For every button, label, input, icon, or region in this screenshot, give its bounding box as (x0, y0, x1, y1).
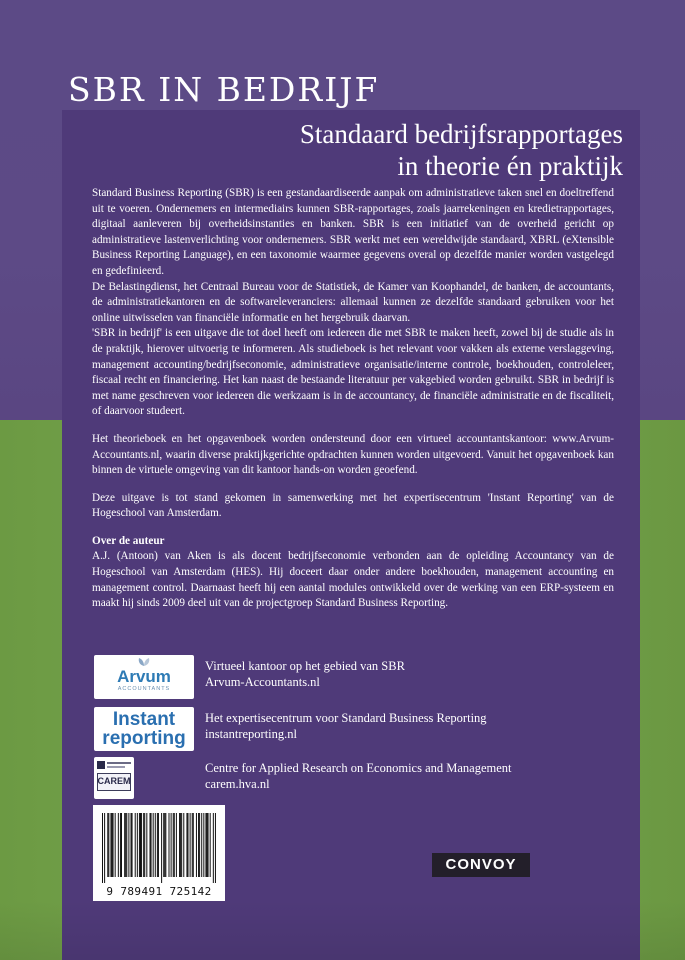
partner-arvum-url: Arvum-Accountants.nl (205, 675, 320, 689)
blurb-paragraph-5: Deze uitgave is tot stand gekomen in samenwerking met het expertisecentrum 'Instant Reporting' van de Hogeschool van Amsterdam. (92, 491, 614, 520)
barcode-bar (215, 813, 216, 883)
instant-reporting-logo (94, 707, 194, 751)
barcode-bar (112, 813, 113, 877)
barcode-bar (146, 813, 147, 877)
partner-arvum-text (205, 658, 605, 690)
barcode-bar (128, 813, 129, 877)
barcode-bar (155, 813, 156, 877)
barcode-bar (199, 813, 200, 877)
barcode-bar (126, 813, 127, 877)
book-title: SBR IN BEDRIJF (68, 70, 380, 109)
partner-carem-text (205, 760, 605, 792)
isbn-digits: 9 789491 725142 (106, 885, 212, 898)
barcode-bar (124, 813, 125, 877)
barcode-bar (131, 813, 132, 877)
barcode-bar (153, 813, 154, 877)
barcode-bar (150, 813, 151, 877)
barcode-bar (169, 813, 170, 877)
cover-bottom-shade (0, 900, 685, 960)
barcode-bar (135, 813, 136, 877)
arvum-logo (94, 655, 194, 699)
partner-instant-description: Het expertisecentrum voor Standard Business Reporting (205, 711, 487, 725)
barcode-bar (115, 813, 116, 877)
author-heading: Over de auteur (92, 534, 165, 547)
barcode-bar (108, 813, 109, 877)
barcode-bar (171, 813, 172, 877)
barcode-bar (107, 813, 108, 877)
barcode-bar (210, 813, 211, 877)
barcode-bar (179, 813, 180, 877)
barcode-bar (113, 813, 114, 877)
barcode-bar (173, 813, 174, 877)
book-subtitle (300, 118, 623, 182)
subtitle-line-1: Standaard bedrijfsrapportages (299, 119, 623, 149)
blurb-paragraph-2: De Belastingdienst, het Centraal Bureau voor de Statistiek, de Kamer van Koophandel, de banken, de accountants, de administratiekantoren en de softwareleveranciers: allemaal kunnen ze dezelfde standaard gebruiken voor het online uitwisselen van financiële informatie en het hergebruik daarvan. (92, 280, 614, 324)
carem-logo (94, 757, 134, 799)
blurb-paragraph-3: 'SBR in bedrijf' is een uitgave die tot doel heeft om iedereen die met SBR te maken heeft, zowel bij de studie als in de praktijk, hierover uitvoerig te informeren. Als studieboek is het relevant voor vakken als externe verslaggeving, management accounting/bedrijfseconomie, administratieve organisatie/interne controle, boekhouden, controleleer, fiscaal recht en financiering. Het kan naast de bestaande literatuur per vakgebied worden gebruikt. SBR in bedrijf is met name geschreven voor iedereen die werkzaam is in de accountancy, de financiële administratie en de fiscaliteit, of daarvoor studeert. (92, 327, 614, 418)
barcode-bar (158, 813, 159, 877)
barcode-bar (125, 813, 126, 877)
author-bio: A.J. (Antoon) van Aken is als docent bedrijfseconomie verbonden aan de opleiding Accountancy van de Hogeschool van Amsterdam (HES). Hij doceert daar onder andere boekhouden, management accounting en management control. Daarnaast heeft hij een aantal modules ontwikkeld over de werking van een ERP-systeem en maakt hij sinds 2009 deel uit van de projectgroep Standard Business Reporting. (92, 550, 614, 610)
barcode-bar (143, 813, 144, 877)
blurb-paragraph-4: Het theorieboek en het opgavenboek worden ondersteund door een virtueel accountantskantoor: www.Arvum-Accountants.nl, waarin diverse praktijkgerichte opdrachten kunnen worden uitgevoerd. Vanuit het opgavenboek kan binnen de virtuele omgeving van dit kantoor hands-on worden geoefend. (92, 432, 614, 477)
barcode-bar (174, 813, 175, 877)
barcode-bar (140, 813, 141, 877)
arvum-leaf-icon (137, 657, 151, 667)
barcode-bar (102, 813, 103, 883)
partner-instant-text (205, 710, 605, 742)
barcode-bar (132, 813, 133, 877)
blurb-paragraph-1: Standard Business Reporting (SBR) is een gestandaardiseerde aanpak om administratieve taken snel en doeltreffend uit te voeren. Ondernemers en intermediairs kunnen SBR-rapportages, zoals jaarrekeningen en kredietrapportages, digitaal aanleveren bij overheidsinstanties en banken. SBR is een initiatief van de overheid gericht op administratieve lastenverlichting voor ondernemers. SBR werkt met een wereldwijde standaard, XBRL (eXtensible Business Reporting Language), en een taxonomie waarmee gegevens overal op dezelfde manier worden vastgelegd en gedefinieerd. (92, 187, 614, 277)
barcode-bar (190, 813, 191, 877)
barcode-bar (192, 813, 193, 877)
barcode-bar (203, 813, 204, 877)
partner-instant-url: instantreporting.nl (205, 727, 297, 741)
barcode-bar (144, 813, 145, 877)
barcode-bar (161, 813, 162, 883)
barcode-bar (151, 813, 152, 877)
barcode-bar (198, 813, 199, 877)
barcode-bar (165, 813, 166, 877)
instant-logo-line-2: reporting (102, 728, 186, 749)
subtitle-line-2: in theorie én praktijk (397, 151, 623, 181)
barcode-bar (201, 813, 202, 877)
barcode-bar (208, 813, 209, 877)
barcode-bar (110, 813, 111, 877)
barcode-bar (180, 813, 181, 877)
barcode-bar (141, 813, 142, 877)
instant-logo-line-1: Instant (112, 709, 176, 730)
barcode-bar (157, 813, 158, 877)
barcode-bar (120, 813, 121, 877)
barcode-bar (196, 813, 197, 877)
barcode-bars (102, 813, 216, 883)
isbn-barcode (93, 805, 225, 901)
partner-carem-description: Centre for Applied Research on Economics and Management (205, 761, 512, 775)
barcode-bar (181, 813, 182, 877)
barcode-bar (193, 813, 194, 877)
barcode-bar (137, 813, 138, 877)
barcode-bar (188, 813, 189, 877)
barcode-bar (121, 813, 122, 877)
barcode-bar (164, 813, 165, 877)
hva-emblem-icon (97, 760, 131, 770)
barcode-bar (213, 813, 214, 883)
barcode-bar (163, 813, 164, 877)
barcode-bar (139, 813, 140, 877)
barcode-bar (183, 813, 184, 877)
blurb (92, 186, 614, 612)
publisher-logo: CONVOY (432, 853, 530, 877)
barcode-bar (176, 813, 177, 877)
barcode-bar (104, 813, 105, 883)
arvum-logo-text: Arvum (117, 667, 171, 686)
barcode-bar (207, 813, 208, 877)
barcode-bar (118, 813, 119, 877)
partner-arvum-description: Virtueel kantoor op het gebied van SBR (205, 659, 405, 673)
barcode-bar (205, 813, 206, 877)
partner-carem-url: carem.hva.nl (205, 777, 270, 791)
arvum-logo-subtext: ACCOUNTANTS (117, 686, 171, 692)
carem-logo-text: CAREM (97, 776, 131, 786)
barcode-bar (186, 813, 187, 877)
